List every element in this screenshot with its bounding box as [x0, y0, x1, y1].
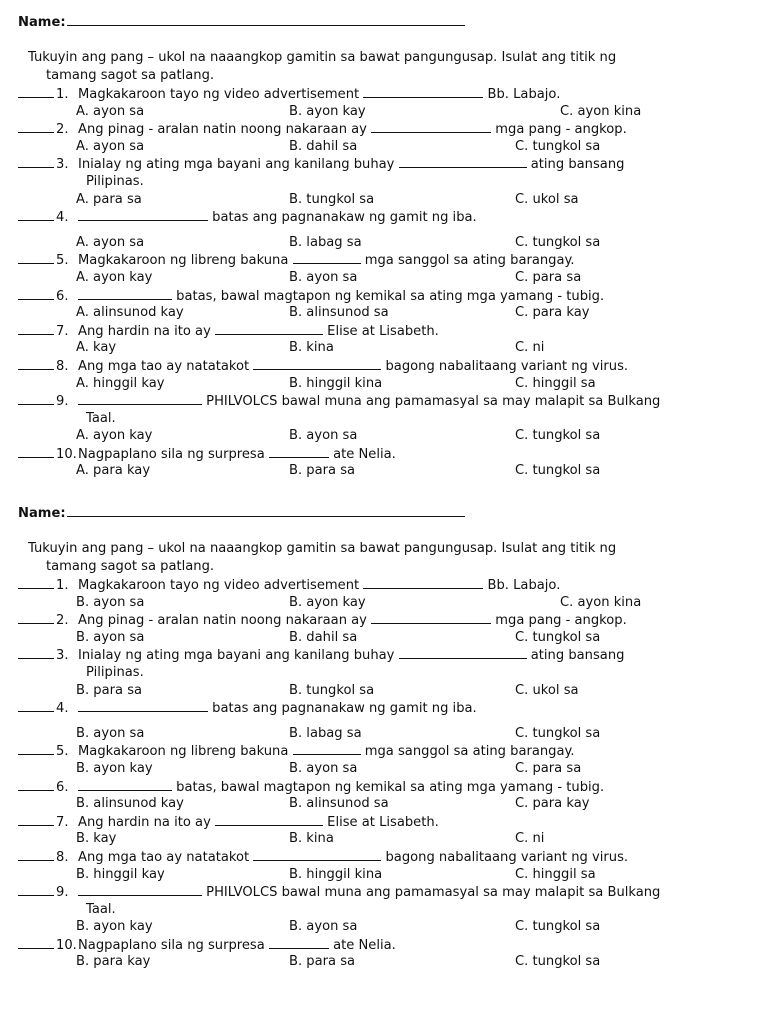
choices: [18, 866, 758, 884]
choice-a: B. ayon sa: [76, 629, 145, 645]
choices: [18, 629, 758, 647]
fill-blank: [78, 287, 172, 300]
choice-b: B. labag sa: [289, 725, 362, 741]
choice-c: C. tungkol sa: [515, 725, 601, 741]
fill-blank: [269, 445, 329, 458]
question-number: 3.: [56, 648, 69, 664]
choice-c: C. para sa: [515, 269, 582, 285]
choice-a: A. para sa: [76, 191, 142, 207]
answer-blank[interactable]: [18, 611, 54, 624]
name-input-line[interactable]: [67, 13, 465, 26]
name-label: Name:: [18, 15, 66, 30]
choice-b: B. hinggil kina: [289, 866, 383, 882]
choice-a: A. para kay: [76, 463, 151, 479]
fill-blank: [363, 576, 483, 589]
choice-b: B. dahil sa: [289, 629, 358, 645]
question-number: 6.: [56, 779, 69, 795]
choice-a: A. ayon kay: [76, 269, 153, 285]
fill-blank: [253, 848, 381, 861]
choice-c: C. tungkol sa: [515, 428, 601, 444]
choices: [18, 462, 758, 480]
question: [18, 85, 758, 103]
question-text: batas ang pagnanakaw ng gamit ng iba.: [212, 210, 477, 226]
fill-blank: [399, 155, 527, 168]
fill-blank: [269, 936, 329, 949]
choices: [18, 594, 758, 612]
choice-b: B. ayon sa: [289, 760, 358, 776]
instructions: [28, 49, 748, 84]
choice-a: B. hinggil kay: [76, 866, 165, 882]
choice-a: B. alinsunod kay: [76, 796, 184, 812]
answer-blank[interactable]: [18, 322, 54, 335]
question-number: 4.: [56, 210, 69, 226]
choice-c: C. para kay: [515, 796, 590, 812]
choices: [18, 234, 758, 252]
question-number: 7.: [56, 814, 69, 830]
choice-c: C. ni: [515, 831, 545, 847]
answer-blank[interactable]: [18, 742, 54, 755]
choice-b: B. para sa: [289, 954, 356, 970]
fill-blank: [253, 357, 381, 370]
choices: [18, 191, 758, 209]
question-continuation: Pilipinas.: [86, 664, 144, 680]
question: [18, 576, 758, 594]
choice-b: B. ayon kay: [289, 594, 366, 610]
name-line: [18, 504, 465, 523]
question: [18, 445, 758, 463]
question-text: batas, bawal magtapon ng kemikal sa ating mga yamang - tubig.: [176, 779, 605, 795]
fill-blank: [78, 208, 208, 221]
choice-b: B. ayon sa: [289, 269, 358, 285]
instruction-line: tamang sagot sa patlang.: [46, 67, 215, 83]
choice-b: B. dahil sa: [289, 138, 358, 154]
question-text: bagong nabalitaang variant ng virus.: [385, 849, 629, 865]
choices: [18, 339, 758, 357]
question: [18, 813, 758, 831]
question-number: 5.: [56, 744, 69, 760]
question: [18, 699, 758, 717]
question-text: Ang mga tao ay natatakot: [78, 849, 250, 865]
choice-a: B. ayon kay: [76, 919, 153, 935]
question: [18, 208, 758, 226]
choice-b: B. tungkol sa: [289, 191, 375, 207]
question-text: Magkakaroon ng libreng bakuna: [78, 253, 289, 269]
choice-b: B. ayon sa: [289, 919, 358, 935]
question-number: 4.: [56, 701, 69, 717]
choice-c: C. tungkol sa: [515, 138, 601, 154]
choice-a: A. ayon sa: [76, 138, 145, 154]
question: [18, 357, 758, 375]
answer-blank[interactable]: [18, 155, 54, 168]
choice-c: C. ayon kina: [560, 594, 642, 610]
fill-blank: [78, 699, 208, 712]
question-continuation: Pilipinas.: [86, 173, 144, 189]
choice-b: B. hinggil kina: [289, 375, 383, 391]
answer-blank[interactable]: [18, 936, 54, 949]
question: [18, 611, 758, 629]
question-text: Ang hardin na ito ay: [78, 814, 211, 830]
question-number: 8.: [56, 849, 69, 865]
name-line: [18, 13, 465, 32]
question: [18, 287, 758, 305]
question-text: Bb. Labajo.: [487, 578, 561, 593]
choice-c: C. ayon kina: [560, 103, 642, 119]
question-number: 9.: [56, 885, 69, 901]
fill-blank: [78, 778, 172, 791]
answer-blank[interactable]: [18, 120, 54, 133]
choices: [18, 953, 758, 971]
choice-b: B. tungkol sa: [289, 682, 375, 698]
choice-c: C. tungkol sa: [515, 629, 601, 645]
choice-a: B. para kay: [76, 954, 151, 970]
choice-c: C. hinggil sa: [515, 866, 596, 882]
choice-c: C. hinggil sa: [515, 375, 596, 391]
question: [18, 778, 758, 796]
choice-b: B. ayon sa: [289, 428, 358, 444]
choice-b: B. kina: [289, 831, 334, 847]
question-text: ating bansang: [530, 157, 625, 173]
question-text: Nagpaplano sila ng surpresa: [78, 937, 265, 953]
fill-blank: [363, 85, 483, 98]
question: [18, 322, 758, 340]
question-text: Bb. Labajo.: [487, 87, 561, 102]
fill-blank: [399, 646, 527, 659]
choice-c: C. para kay: [515, 305, 590, 321]
choices: [18, 304, 758, 322]
question: [18, 883, 758, 901]
question-number: 3.: [56, 157, 69, 173]
choice-b: B. para sa: [289, 463, 356, 479]
question-text: mga pang - angkop.: [495, 122, 627, 138]
fill-blank: [215, 322, 323, 335]
question-text: PHILVOLCS bawal muna ang pamamasyal sa may malapit sa Bulkang: [206, 394, 661, 410]
instructions: [28, 540, 748, 575]
answer-blank[interactable]: [18, 699, 54, 712]
question-number: 10.: [56, 446, 77, 462]
question-text: mga sanggol sa ating barangay.: [364, 253, 575, 269]
question: [18, 392, 758, 410]
fill-blank: [215, 813, 323, 826]
choice-a: A. hinggil kay: [76, 375, 165, 391]
question-number: 1.: [56, 87, 69, 102]
question-number: 1.: [56, 578, 69, 593]
question-text: Inialay ng ating mga bayani ang kanilang buhay: [78, 648, 395, 664]
question-text: Magkakaroon tayo ng video advertisement: [78, 578, 360, 593]
choices: [18, 918, 758, 936]
question-text: ate Nelia.: [333, 446, 396, 462]
question: [18, 936, 758, 954]
answer-blank[interactable]: [18, 392, 54, 405]
question: [18, 251, 758, 269]
question-text: Ang pinag - aralan natin noong nakaraan ay: [78, 122, 367, 138]
choice-b: B. ayon kay: [289, 103, 366, 119]
question-text: Inialay ng ating mga bayani ang kanilang buhay: [78, 157, 395, 173]
question-text: mga pang - angkop.: [495, 613, 627, 629]
answer-blank[interactable]: [18, 883, 54, 896]
choice-c: C. tungkol sa: [515, 234, 601, 250]
choices: [18, 103, 758, 121]
question: [18, 120, 758, 138]
answer-blank[interactable]: [18, 85, 54, 98]
name-label: Name:: [18, 506, 66, 521]
fill-blank: [371, 611, 491, 624]
question: [18, 742, 758, 760]
answer-blank[interactable]: [18, 208, 54, 221]
choice-a: A. ayon kay: [76, 428, 153, 444]
answer-blank[interactable]: [18, 848, 54, 861]
question-continuation: Taal.: [86, 901, 116, 917]
instruction-line: Tukuyin ang pang – ukol na naaangkop gamitin sa bawat pangungusap. Isulat ang titik ng: [28, 541, 617, 556]
instruction-line: tamang sagot sa patlang.: [46, 558, 215, 574]
question-text: ate Nelia.: [333, 937, 396, 953]
choice-a: B. ayon kay: [76, 760, 153, 776]
answer-blank[interactable]: [18, 251, 54, 264]
fill-blank: [78, 392, 202, 405]
choice-b: B. alinsunod sa: [289, 305, 389, 321]
question-number: 2.: [56, 122, 69, 138]
name-input-line[interactable]: [67, 504, 465, 517]
question-text: batas ang pagnanakaw ng gamit ng iba.: [212, 701, 477, 717]
question: [18, 155, 758, 173]
choices: [18, 427, 758, 445]
question: [18, 646, 758, 664]
choice-b: B. labag sa: [289, 234, 362, 250]
question-text: batas, bawal magtapon ng kemikal sa ating mga yamang - tubig.: [176, 288, 605, 304]
question-text: Elise at Lisabeth.: [327, 814, 439, 830]
question-number: 6.: [56, 288, 69, 304]
question-text: ating bansang: [530, 648, 625, 664]
choice-b: B. kina: [289, 340, 334, 356]
choices: [18, 830, 758, 848]
fill-blank: [371, 120, 491, 133]
answer-blank[interactable]: [18, 287, 54, 300]
question-text: mga sanggol sa ating barangay.: [364, 744, 575, 760]
choices: [18, 760, 758, 778]
choice-a: B. ayon sa: [76, 594, 145, 610]
question-text: Elise at Lisabeth.: [327, 323, 439, 339]
question-number: 10.: [56, 937, 77, 953]
choice-a: A. ayon sa: [76, 103, 145, 119]
question-list: [18, 85, 758, 480]
question-text: PHILVOLCS bawal muna ang pamamasyal sa may malapit sa Bulkang: [206, 885, 661, 901]
question-text: Nagpaplano sila ng surpresa: [78, 446, 265, 462]
question-continuation: Taal.: [86, 410, 116, 426]
choice-c: C. ni: [515, 340, 545, 356]
fill-blank: [293, 742, 361, 755]
choice-a: B. para sa: [76, 682, 143, 698]
fill-blank: [78, 883, 202, 896]
answer-blank[interactable]: [18, 646, 54, 659]
question-text: Ang hardin na ito ay: [78, 323, 211, 339]
choices: [18, 269, 758, 287]
choice-c: C. tungkol sa: [515, 463, 601, 479]
question-text: Magkakaroon tayo ng video advertisement: [78, 87, 360, 102]
choice-c: C. ukol sa: [515, 191, 579, 207]
answer-blank[interactable]: [18, 778, 54, 791]
answer-blank[interactable]: [18, 576, 54, 589]
choice-c: C. para sa: [515, 760, 582, 776]
choice-a: B. ayon sa: [76, 725, 145, 741]
choice-c: C. tungkol sa: [515, 954, 601, 970]
question-list: [18, 576, 758, 971]
question-text: Ang pinag - aralan natin noong nakaraan ay: [78, 613, 367, 629]
answer-blank[interactable]: [18, 357, 54, 370]
choices: [18, 795, 758, 813]
choices: [18, 725, 758, 743]
choice-a: A. ayon sa: [76, 234, 145, 250]
question-number: 2.: [56, 613, 69, 629]
choices: [18, 375, 758, 393]
choice-a: B. kay: [76, 831, 117, 847]
choices: [18, 138, 758, 156]
question-number: 8.: [56, 358, 69, 374]
question-number: 9.: [56, 394, 69, 410]
answer-blank[interactable]: [18, 813, 54, 826]
choice-b: B. alinsunod sa: [289, 796, 389, 812]
question-text: Ang mga tao ay natatakot: [78, 358, 250, 374]
question: [18, 848, 758, 866]
choice-c: C. ukol sa: [515, 682, 579, 698]
answer-blank[interactable]: [18, 445, 54, 458]
fill-blank: [293, 251, 361, 264]
choice-a: A. kay: [76, 340, 117, 356]
instruction-line: Tukuyin ang pang – ukol na naaangkop gamitin sa bawat pangungusap. Isulat ang titik ng: [28, 50, 617, 65]
choice-a: A. alinsunod kay: [76, 305, 184, 321]
choices: [18, 682, 758, 700]
question-text: bagong nabalitaang variant ng virus.: [385, 358, 629, 374]
question-text: Magkakaroon ng libreng bakuna: [78, 744, 289, 760]
choice-c: C. tungkol sa: [515, 919, 601, 935]
question-number: 5.: [56, 253, 69, 269]
question-number: 7.: [56, 323, 69, 339]
